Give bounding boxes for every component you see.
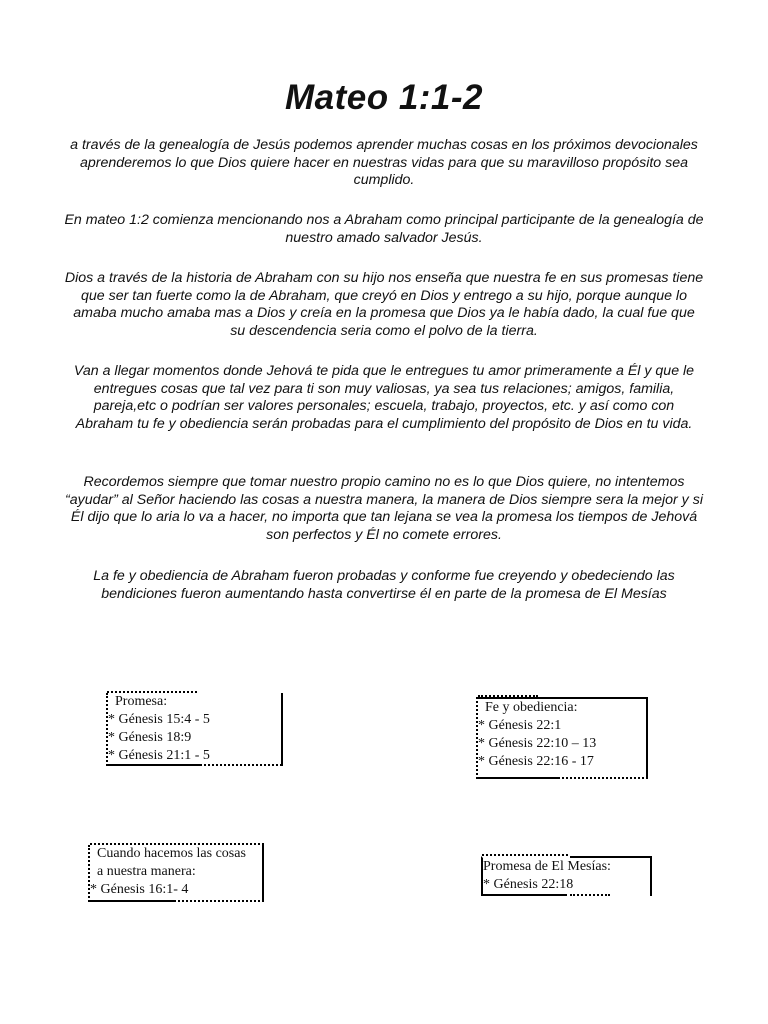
paragraph-intro: a través de la genealogía de Jesús podemos aprender muchas cosas en los próximos devocionales aprenderemos lo que Dios quiere hacer en nuestras vidas para que su maravilloso propósito sea cumplido. [70,137,698,189]
mesias-box [481,856,652,896]
cuando-box-bottom-line [88,900,176,902]
page-title: Mateo 1:1-2 [284,78,484,117]
promesa-ref: * Génesis 21:1 - 5 [108,748,210,763]
mesias-box-top-line [570,856,652,858]
mesias-heading: Promesa de El Mesías: [483,859,611,874]
promesa-box-bottom-line [106,764,202,766]
promesa-box [106,693,283,766]
paragraph-recordemos: Recordemos siempre que tomar nuestro propio camino no es lo que Dios quiere, no intentemos “ayudar” al Señor haciendo las cosas a nuestra manera, la manera de Dios siempre sera la mejor y si Él dijo que lo aria lo va a hacer, no importa que tan lejana se vea la promesa los tiempos de Jehová son perfectos y Él no comete errores. [65,474,703,543]
fe-box-bottom-line [476,777,560,779]
cuando-box [88,845,264,902]
paragraph-mateo: En mateo 1:2 comienza mencionando nos a Abraham como principal participante de la genealogía de nuestro amado salvador Jesús. [64,212,704,246]
cuando-heading-cont: a nuestra manera: [97,864,196,879]
promesa-ref: * Génesis 18:9 [108,730,192,745]
mesias-box-bottom-line [481,894,567,896]
fe-obediencia-box [476,697,648,779]
fe-ref: * Génesis 22:16 - 17 [478,754,594,769]
fe-ref: * Génesis 22:10 – 13 [478,736,597,751]
mesias-box-bottom-dots [570,894,610,896]
cuando-box-bottom-dots [178,900,264,902]
paragraph-abraham: Dios a través de la historia de Abraham con su hijo nos enseña que nuestra fe en sus promesas tiene que ser tan fuerte como la de Abraham, que creyó en Dios y entrego a su hijo, porque aunque lo amaba mucho amaba mas a Dios y creía en la promesa que Dios ya le había dado, la cual fue que su descendencia seria como el polvo de la tierra. [64,270,704,339]
promesa-ref: * Génesis 15:4 - 5 [108,712,210,727]
paragraph-conclusion: La fe y obediencia de Abraham fueron probadas y conforme fue creyendo y obedeciendo las bendiciones fueron aumentando hasta convertirse él en parte de la promesa de El Mesías [93,568,675,602]
fe-ref: * Génesis 22:1 [478,718,562,733]
fe-heading: Fe y obediencia: [485,700,578,715]
cuando-heading: Cuando hacemos las cosas [97,846,246,861]
mesias-ref: * Génesis 22:18 [483,877,574,892]
promesa-heading: Promesa: [115,694,168,709]
cuando-ref: * Génesis 16:1- 4 [90,882,189,897]
fe-box-bottom-dots [562,777,648,779]
paragraph-momentos: Van a llegar momentos donde Jehová te pida que le entregues tu amor primeramente a Él y que le entregues cosas que tal vez para ti son muy valiosas, ya sea tus relaciones; amigos, familia, pareja,etc o podrían ser valores personales; escuela, trabajo, proyectos, etc. y así como con Abraham tu fe y obediencia serán probadas para el cumplimiento del propósito de Dios en tu vida. [73,363,695,432]
